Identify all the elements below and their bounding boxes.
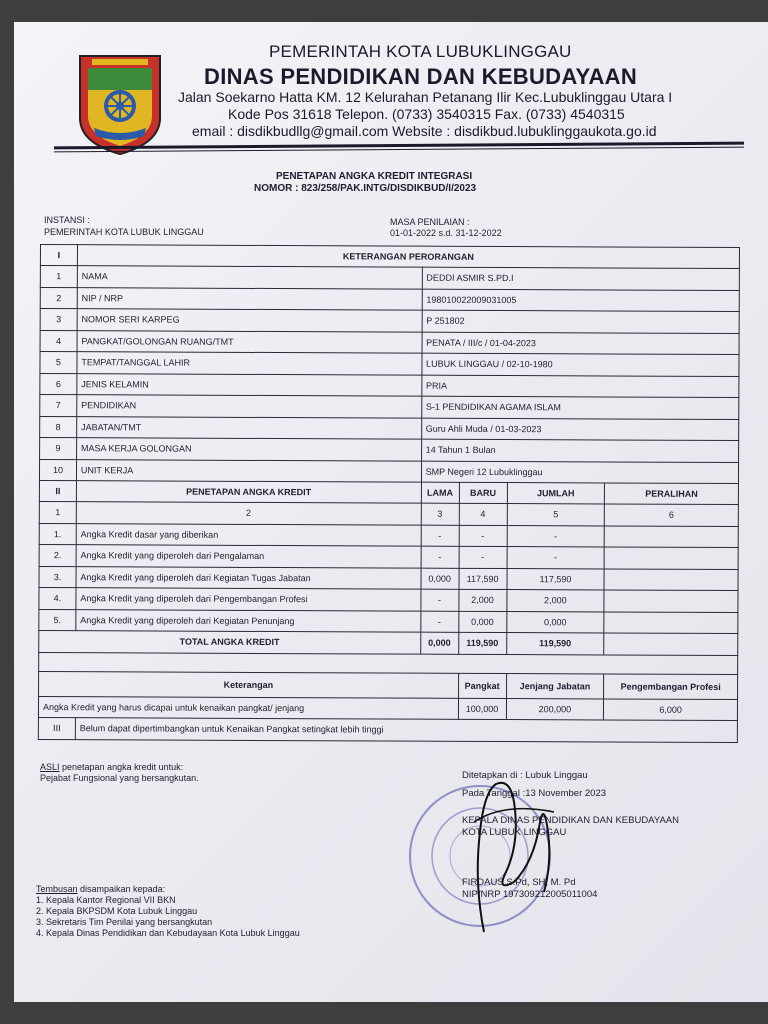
row-label: NAMA: [77, 266, 422, 289]
tembusan-item: 3. Sekretaris Tim Penilai yang bersangkutan: [36, 917, 213, 927]
col-index: 3: [421, 503, 459, 525]
table-row: [40, 287, 739, 312]
col-lama: LAMA: [421, 482, 459, 503]
asli-label: ASLI: [40, 762, 60, 772]
kepala-city: KOTA LUBUK LINGGAU: [462, 827, 567, 838]
total-baru: 119,590: [458, 632, 506, 654]
header-address: Jalan Soekarno Hatta KM. 12 Kelurahan Petanang Ilir Kec.Lubuklinggau Utara I: [178, 89, 673, 105]
row-label: JABATAN/TMT: [77, 416, 422, 439]
table-row: [39, 609, 738, 634]
row-label: NIP / NRP: [77, 287, 422, 310]
row-jumlah: 117,590: [507, 568, 605, 590]
row-jumlah: 2,000: [506, 590, 604, 612]
col-index: 1: [39, 501, 76, 523]
row-label: MASA KERJA GOLONGAN: [76, 438, 421, 461]
row-number: 5: [40, 352, 77, 374]
tembusan-item: 1. Kepala Kantor Regional VII BKN: [36, 895, 176, 905]
header-agency: DINAS PENDIDIKAN DAN KEBUDAYAAN: [204, 64, 638, 89]
section3-number: III: [38, 717, 75, 739]
row-baru: 117,590: [459, 568, 507, 590]
col-pengembangan-profesi: Pengembangan Profesi: [604, 673, 738, 699]
total-row: [39, 630, 738, 655]
tembusan-block: [36, 884, 300, 939]
col-peralihan: PERALIHAN: [605, 483, 739, 505]
row-value: PRIA: [421, 375, 738, 398]
document-number: NOMOR : 823/258/PAK.INTG/DISDIKBUD/I/2023: [254, 183, 477, 194]
col-index: 4: [459, 503, 507, 525]
row-lama: -: [420, 611, 458, 633]
signatory-name: FIRDAUS S.Pd, SH, M. Pd: [462, 877, 576, 888]
total-peralihan: [604, 633, 738, 655]
row-lama: -: [421, 546, 459, 568]
keterangan-row: [38, 696, 737, 721]
table-row: [40, 330, 739, 355]
keterangan-pangkat: 100,000: [458, 698, 506, 720]
asli-note: [40, 762, 183, 772]
row-label: Angka Kredit yang diperoleh dari Pengalaman: [76, 545, 421, 568]
row-number: 3.: [39, 566, 76, 588]
table-row: [39, 566, 738, 591]
table-row: [40, 373, 739, 398]
pada-tanggal: Pada Tanggal :13 November 2023: [462, 788, 607, 799]
table-row: [39, 459, 738, 484]
table-row: [40, 438, 739, 463]
header-email-website: email : disdikbudllg@gmail.com Website : disdikbud.lubuklinggaukota.go.id: [192, 123, 657, 139]
row-lama: 0,000: [421, 568, 459, 590]
row-label: Angka Kredit yang diperoleh dari Pengembangan Profesi: [76, 588, 421, 611]
col-baru: BARU: [459, 482, 507, 503]
row-value: PENATA / III/c / 01-04-2023: [422, 332, 739, 355]
city-emblem-icon: [72, 48, 168, 158]
row-value: 14 Tahun 1 Bulan: [421, 439, 738, 462]
row-peralihan: [604, 547, 738, 569]
row-number: 2: [40, 287, 77, 309]
row-jumlah: -: [507, 547, 605, 569]
row-label: Angka Kredit yang diperoleh dari Kegiatan Tugas Jabatan: [76, 566, 421, 589]
keterangan-title: Keterangan: [39, 671, 459, 698]
section1-title: KETERANGAN PERORANGAN: [77, 245, 739, 269]
total-lama: 0,000: [420, 632, 458, 654]
row-baru: 0,000: [458, 611, 506, 633]
table-row: [40, 352, 739, 377]
col-jenjang-jabatan: Jenjang Jabatan: [506, 673, 604, 698]
keterangan-jenjang: 200,000: [506, 698, 604, 720]
row-number: 8: [40, 416, 77, 438]
keterangan-pengembangan: 6,000: [604, 698, 738, 720]
total-jumlah: 119,590: [506, 633, 604, 655]
keterangan-header: [39, 671, 738, 699]
tembusan-item: 2. Kepala BKPSDM Kota Lubuk Linggau: [36, 906, 198, 916]
row-jumlah: -: [507, 525, 605, 547]
kepala-title: KEPALA DINAS PENDIDIKAN DAN KEBUDAYAAN: [462, 815, 679, 826]
row-baru: -: [459, 546, 507, 568]
column-number-row: [39, 501, 738, 526]
handwritten-signature: [444, 762, 574, 942]
asli-rest: penetapan angka kredit untuk:: [59, 762, 184, 772]
row-number: 4: [40, 330, 77, 352]
tembusan-rest: disampaikan kepada:: [77, 884, 166, 894]
table-row: [40, 395, 739, 420]
row-number: 5.: [39, 609, 76, 631]
col-pangkat: Pangkat: [458, 673, 506, 698]
instansi-value: PEMERINTAH KOTA LUBUK LINGGAU: [44, 227, 204, 237]
row-baru: 2,000: [458, 589, 506, 611]
row-value: SMP Negeri 12 Lubuklinggau: [421, 461, 738, 484]
tembusan-heading: [36, 884, 300, 895]
instansi-label: INSTANSI :: [44, 215, 90, 225]
row-value: DEDDI ASMIR S.PD.I: [422, 267, 739, 290]
tembusan-item: 4. Kepala Dinas Pendidikan dan Kebudayaan Kota Lubuk Linggau: [36, 928, 300, 938]
row-jumlah: 0,000: [506, 611, 604, 633]
header-government: PEMERINTAH KOTA LUBUKLINGGAU: [269, 42, 572, 61]
row-peralihan: [604, 611, 738, 633]
row-value: LUBUK LINGGAU / 02-10-1980: [422, 353, 739, 376]
row-peralihan: [604, 568, 738, 590]
table-row: [40, 309, 739, 334]
row-number: 6: [40, 373, 77, 395]
ditetapkan-di: Ditetapkan di : Lubuk Linggau: [462, 770, 588, 781]
row-value: 198010022009031005: [422, 289, 739, 312]
table-row: [40, 266, 739, 291]
total-label: TOTAL ANGKA KREDIT: [39, 630, 421, 653]
signatory-nip: NIP/NRP 197309212005011004: [462, 889, 598, 900]
table-row: [39, 544, 738, 569]
document-title: PENETAPAN ANGKA KREDIT INTEGRASI: [276, 171, 473, 182]
section1-header: [40, 245, 739, 269]
col-index: 6: [605, 504, 739, 526]
row-label: PENDIDIKAN: [77, 395, 422, 418]
row-value: Guru Ahli Muda / 01-03-2023: [421, 418, 738, 441]
pejabat-note: Pejabat Fungsional yang bersangkutan.: [40, 773, 199, 783]
row-label: Angka Kredit yang diperoleh dari Kegiatan Penunjang: [76, 609, 421, 632]
row-lama: -: [421, 525, 459, 547]
masa-penilaian-label: MASA PENILAIAN :: [390, 217, 470, 227]
row-value: P 251802: [422, 310, 739, 333]
document-page: [14, 22, 768, 1002]
col-jumlah: JUMLAH: [507, 483, 605, 504]
row-number: 2.: [39, 544, 76, 566]
credit-table: [38, 244, 740, 743]
section3-row: [38, 717, 737, 742]
row-number: 10: [39, 459, 76, 481]
row-label: NOMOR SERI KARPEG: [77, 309, 422, 332]
section3-text: Belum dapat dipertimbangkan untuk Kenaikan Pangkat setingkat lebih tinggi: [75, 718, 737, 742]
row-baru: -: [459, 525, 507, 547]
row-label: UNIT KERJA: [76, 459, 421, 482]
row-number: 3: [40, 309, 77, 331]
keterangan-label: Angka Kredit yang harus dicapai untuk kenaikan pangkat/ jenjang: [38, 696, 458, 719]
masa-penilaian-value: 01-01-2022 s.d. 31-12-2022: [390, 228, 502, 238]
row-number: 9: [40, 438, 77, 460]
row-value: S-1 PENDIDIKAN AGAMA ISLAM: [421, 396, 738, 419]
tembusan-label: Tembusan: [36, 884, 78, 894]
table-row: [40, 416, 739, 441]
row-peralihan: [604, 525, 738, 547]
row-label: PANGKAT/GOLONGAN RUANG/TMT: [77, 330, 422, 353]
table-row: [39, 523, 738, 548]
section2-number: II: [39, 480, 76, 501]
header-contact: Kode Pos 31618 Telepon. (0733) 3540315 Fax. (0733) 4540315: [228, 106, 625, 122]
section1-number: I: [40, 245, 77, 266]
col-index: 5: [507, 504, 605, 526]
table-row: [39, 587, 738, 612]
row-label: Angka Kredit dasar yang diberikan: [76, 523, 421, 546]
row-lama: -: [420, 589, 458, 611]
section2-header: [39, 480, 738, 504]
row-number: 1: [40, 266, 77, 288]
row-label: JENIS KELAMIN: [77, 373, 422, 396]
row-peralihan: [604, 590, 738, 612]
row-number: 4.: [39, 587, 76, 609]
section2-title: PENETAPAN ANGKA KREDIT: [76, 481, 421, 504]
row-number: 1.: [39, 523, 76, 545]
row-number: 7: [40, 395, 77, 417]
row-label: TEMPAT/TANGGAL LAHIR: [77, 352, 422, 375]
col-index: 2: [76, 502, 421, 525]
